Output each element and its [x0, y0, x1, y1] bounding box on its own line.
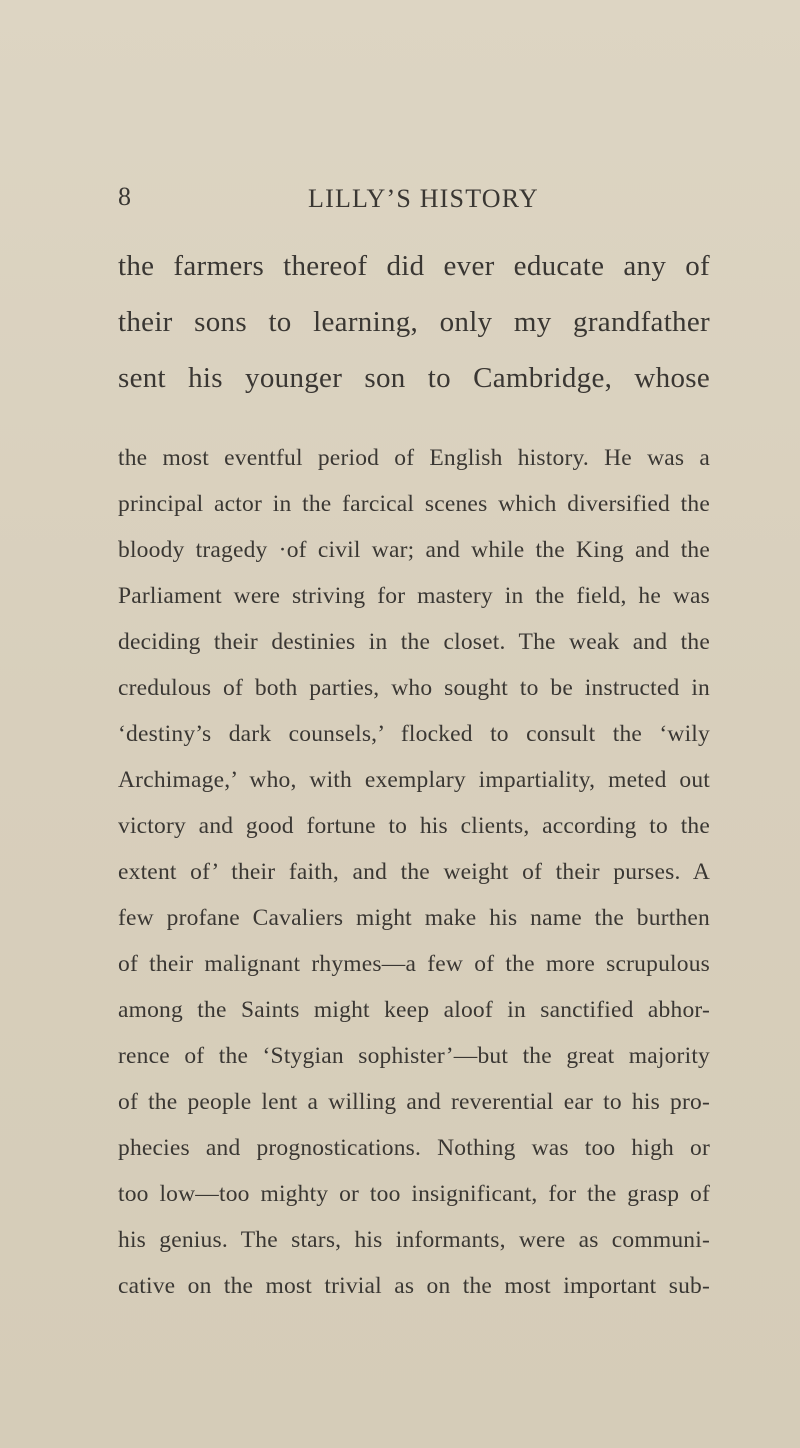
text-line: Parliament were striving for mastery in the field, he was: [118, 583, 710, 609]
text-line: bloody tragedy ·of civil war; and while the King and the: [118, 537, 710, 563]
text-line: Archimage,’ who, with exemplary impartiality, meted out: [118, 767, 710, 793]
text-line: his genius. The stars, his informants, were as communi-: [118, 1227, 710, 1253]
text-line: phecies and prognostications. Nothing was too high or: [118, 1135, 710, 1161]
text-line: credulous of both parties, who sought to be instructed in: [118, 675, 710, 701]
running-head: LILLY’S HISTORY: [308, 184, 539, 213]
text-line: their sons to learning, only my grandfather: [118, 306, 710, 338]
text-line: sent his younger son to Cambridge, whose: [118, 362, 710, 394]
text-line: the farmers thereof did ever educate any of: [118, 250, 710, 282]
text-line: cative on the most trivial as on the most important sub-: [118, 1273, 710, 1299]
text-line: of their malignant rhymes—a few of the more scrupulous: [118, 951, 710, 977]
text-line: of the people lent a willing and reverential ear to his pro-: [118, 1089, 710, 1115]
text-line: among the Saints might keep aloof in sanctified abhor-: [118, 997, 710, 1023]
page-header: [118, 182, 710, 222]
text-line: too low—too mighty or too insignificant, for the grasp of: [118, 1181, 710, 1207]
page-number: 8: [118, 182, 131, 211]
text-line: the most eventful period of English history. He was a: [118, 445, 710, 471]
text-line: few profane Cavaliers might make his name the burthen: [118, 905, 710, 931]
text-line: extent of’ their faith, and the weight of their purses. A: [118, 859, 710, 885]
text-line: rence of the ‘Stygian sophister’—but the great majority: [118, 1043, 710, 1069]
text-line: deciding their destinies in the closet. The weak and the: [118, 629, 710, 655]
text-line: principal actor in the farcical scenes which diversified the: [118, 491, 710, 517]
text-line: ‘destiny’s dark counsels,’ flocked to consult the ‘wily: [118, 721, 710, 747]
text-line: victory and good fortune to his clients, according to the: [118, 813, 710, 839]
